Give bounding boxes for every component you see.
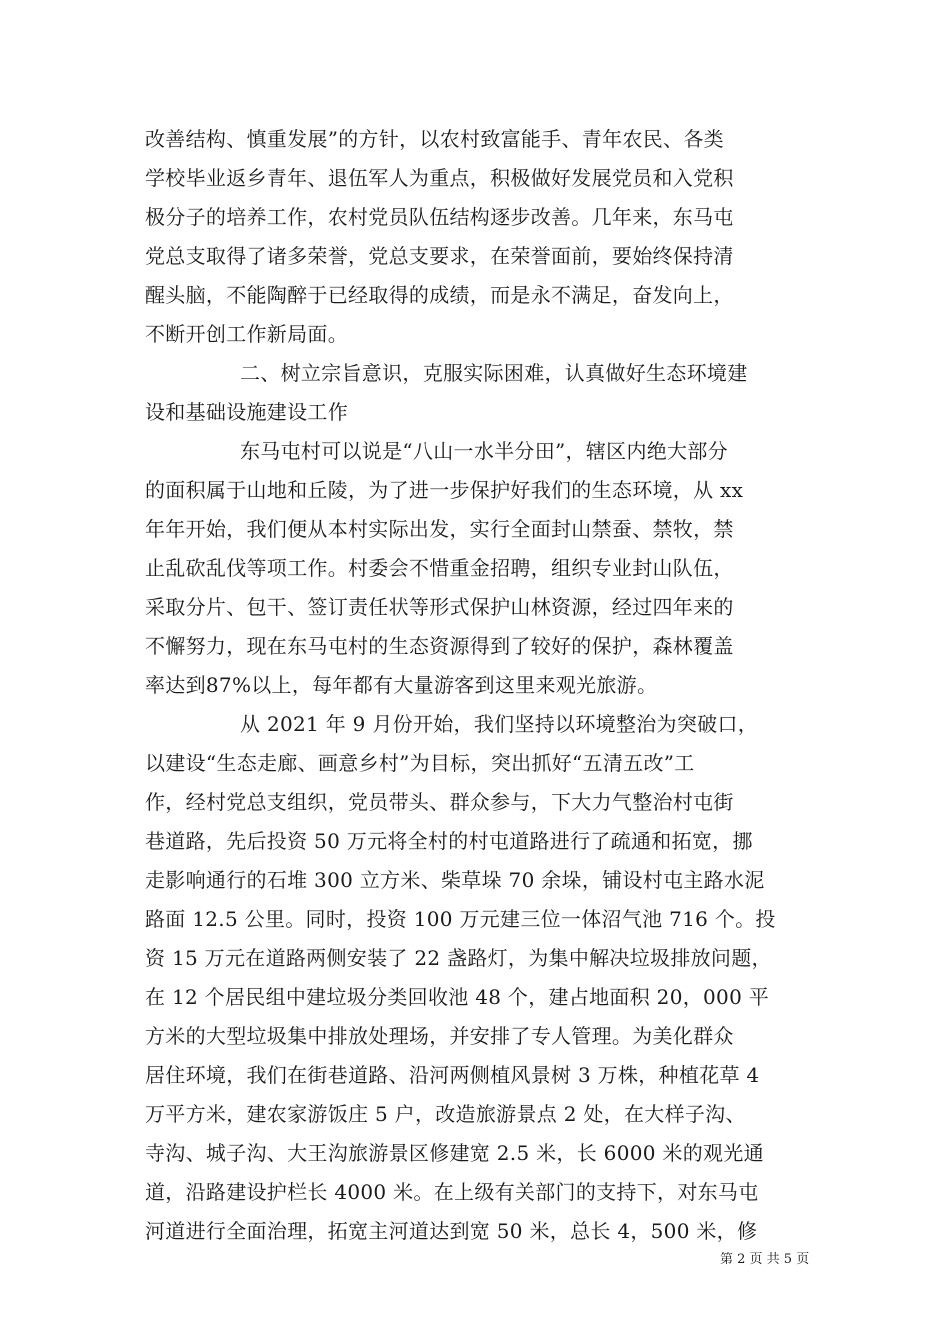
text-line: 巷道路，先后投资 50 万元将全村的村屯道路进行了疏通和拓宽，挪 (145, 829, 753, 853)
text-line: 路面 12.5 公里。同时，投资 100 万元建三位一体沼气池 716 个。投 (145, 907, 776, 931)
text-line: 极分子的培养工作，农村党员队伍结构逐步改善。几年来，东马屯 (145, 205, 734, 229)
text-line: 万平方米，建农家游饭庄 5 户，改造旅游景点 2 处，在大样子沟、 (145, 1102, 746, 1126)
paragraph-start: 东马屯村可以说是“八山一水半分田”，辖区内绝大部分 (240, 439, 728, 463)
text-line: 的面积属于山地和丘陵，为了进一步保护好我们的生态环境，从 xx (145, 478, 744, 502)
text-line: 走影响通行的石堆 300 立方米、柴草垛 70 余垛，铺设村屯主路水泥 (145, 868, 765, 892)
text-line: 止乱砍乱伐等项工作。村委会不惜重金招聘，组织专业封山队伍， (145, 556, 734, 580)
text-line: 采取分片、包干、签订责任状等形式保护山林资源，经过四年来的 (145, 595, 734, 619)
text-line: 党总支取得了诸多荣誉，党总支要求，在荣誉面前，要始终保持清 (145, 244, 734, 268)
text-line: 作，经村党总支组织，党员带头、群众参与，下大力气整治村屯街 (145, 790, 734, 814)
section-heading: 二、树立宗旨意识，克服实际困难，认真做好生态环境建 (240, 361, 748, 385)
text-line: 在 12 个居民组中建垃圾分类回收池 48 个，建占地面积 20，000 平 (145, 985, 770, 1009)
text-line: 寺沟、城子沟、大王沟旅游景区修建宽 2.5 米，长 6000 米的观光通 (145, 1141, 764, 1165)
text-line: 不懈努力，现在东马屯村的生态资源得到了较好的保护，森林覆盖 (145, 634, 734, 658)
page-number: 第 2 页 共 5 页 (720, 1252, 810, 1267)
text-line: 率达到87%以上，每年都有大量游客到这里来观光旅游。 (145, 673, 658, 697)
text-line: 河道进行全面治理，拓宽主河道达到宽 50 米，总长 4，500 米，修 (145, 1219, 758, 1243)
text-line: 不断开创工作新局面。 (145, 322, 348, 346)
text-line: 道，沿路建设护栏长 4000 米。在上级有关部门的支持下，对东马屯 (145, 1180, 759, 1204)
text-line: 以建设“生态走廊、画意乡村”为目标，突出抓好“五清五改”工 (145, 751, 695, 775)
text-line: 醒头脑，不能陶醉于已经取得的成绩，而是永不满足，奋发向上， (145, 283, 734, 307)
text-line: 方米的大型垃圾集中排放处理场，并安排了专人管理。为美化群众 (145, 1024, 734, 1048)
text-line: 学校毕业返乡青年、退伍军人为重点，积极做好发展党员和入党积 (145, 166, 734, 190)
text-line: 改善结构、慎重发展”的方针，以农村致富能手、青年农民、各类 (145, 127, 724, 151)
section-heading-continued: 设和基础设施建设工作 (145, 400, 348, 424)
document-body (145, 120, 805, 1251)
paragraph-start: 从 2021 年 9 月份开始，我们坚持以环境整治为突破口， (240, 712, 759, 736)
text-line: 资 15 万元在道路两侧安装了 22 盏路灯，为集中解决垃圾排放问题， (145, 946, 772, 970)
text-line: 居住环境，我们在街巷道路、沿河两侧植风景树 3 万株，种植花草 4 (145, 1063, 760, 1087)
text-line: 年年开始，我们便从本村实际出发，实行全面封山禁蚕、禁牧，禁 (145, 517, 734, 541)
